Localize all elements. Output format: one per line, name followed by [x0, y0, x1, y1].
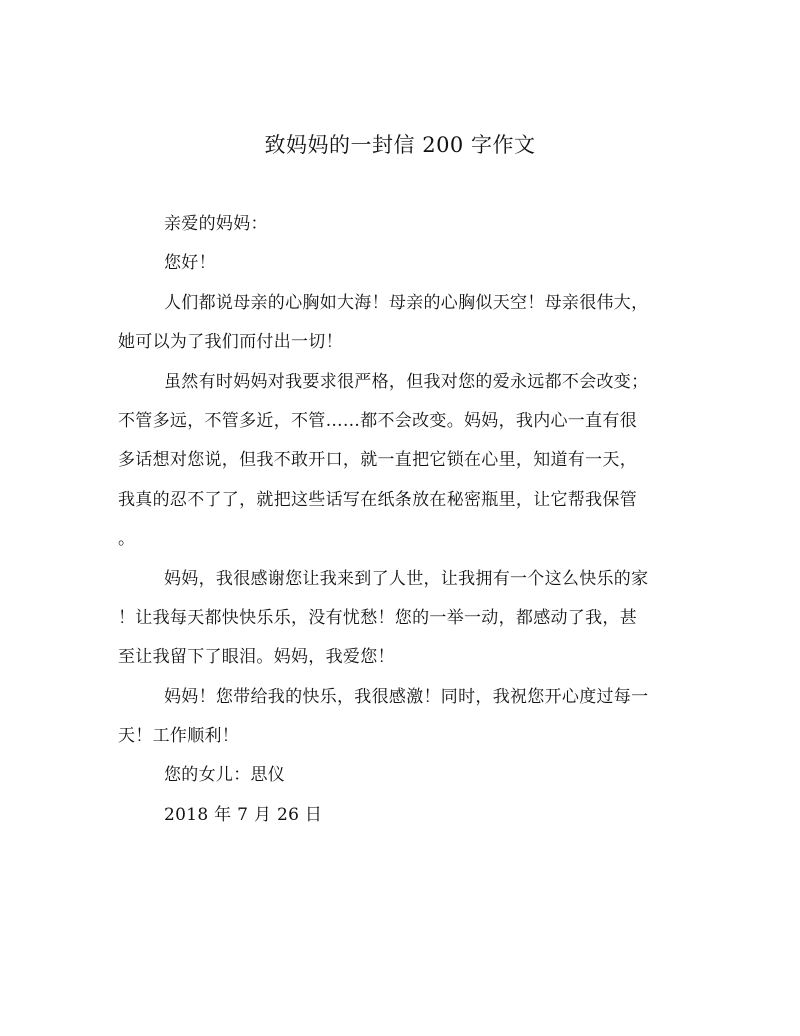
greeting-line: 您好！ — [164, 253, 216, 274]
salutation-line: 亲爱的妈妈： — [164, 214, 268, 234]
letter-body — [118, 205, 678, 835]
paragraph-line: 人们都说母亲的心胸如大海！母亲的心胸似天空！母亲很伟大， — [164, 292, 649, 313]
signature-line: 您的女儿：思仪 — [164, 765, 286, 786]
paragraph-line: ！让我每天都快快乐乐，没有忧愁！您的一举一动，都感动了我，甚 — [118, 607, 637, 628]
date-line: 2018 年 7 月 26 日 — [164, 804, 323, 825]
paragraph-line: 。 — [118, 529, 136, 550]
paragraph-line: 她可以为了我们而付出一切！ — [118, 332, 343, 353]
paragraph-line: 我真的忍不了了，就把这些话写在纸条放在秘密瓶里，让它帮我保管 — [118, 489, 637, 510]
paragraph-line: 天！工作顺利！ — [118, 726, 240, 747]
paragraph-line: 妈妈，我很感谢您让我来到了人世，让我拥有一个这么快乐的家 — [164, 568, 649, 589]
paragraph-line: 至让我留下了眼泪。妈妈，我爱您！ — [118, 647, 395, 668]
paragraph-line: 妈妈！您带给我的快乐，我很感激！同时，我祝您开心度过每一 — [164, 686, 649, 707]
paragraph-line: 不管多远，不管多近，不管……都不会改变。妈妈，我内心一直有很 — [118, 410, 637, 431]
paragraph-line: 虽然有时妈妈对我要求很严格，但我对您的爱永远都不会改变； — [164, 371, 649, 392]
paragraph-line: 多话想对您说，但我不敢开口，就一直把它锁在心里，知道有一天， — [118, 450, 637, 471]
document-title: 致妈妈的一封信 200 字作文 — [264, 133, 536, 157]
